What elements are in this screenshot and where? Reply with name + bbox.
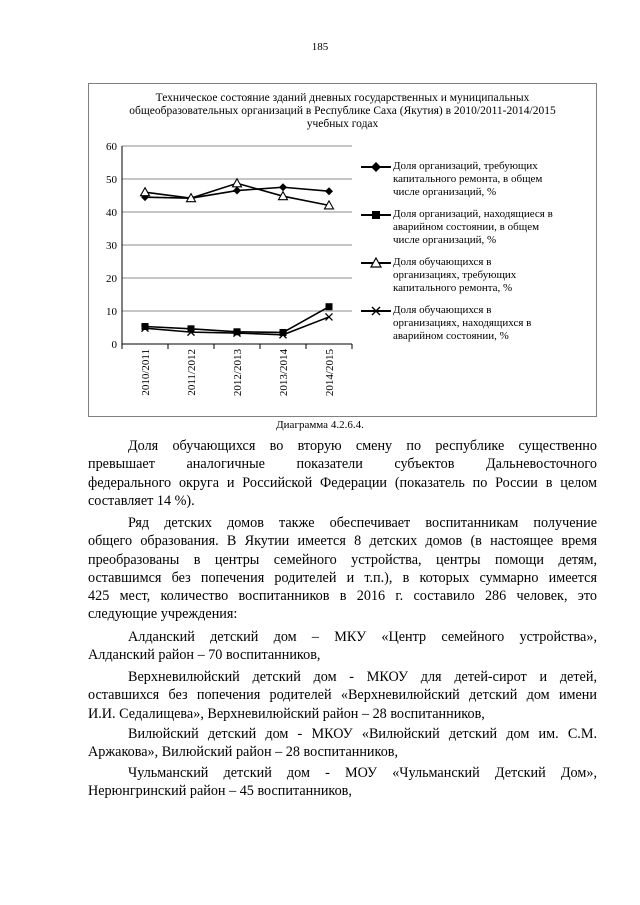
legend-label-line: капитального ремонта, % <box>393 282 513 294</box>
legend-label-line: Доля организаций, находящиеся в <box>393 208 553 220</box>
text-line: составляет 14 %). <box>88 492 195 509</box>
data-point-square <box>234 328 241 335</box>
data-point-x <box>326 313 333 320</box>
legend-label-line: организациях, находящихся в <box>393 317 532 329</box>
x-tick-label: 2011/2012 <box>186 349 198 396</box>
legend-item-emergency-orgs <box>361 208 589 247</box>
x-tick-label: 2010/2011 <box>140 349 152 396</box>
legend-item-emergency-students <box>361 304 589 343</box>
y-tick-label: 50 <box>106 174 117 186</box>
list-item-verkhnevilyuysk <box>88 668 597 723</box>
x-tick-label: 2014/2015 <box>324 349 336 397</box>
paragraph-orphanages <box>88 514 597 624</box>
text-line: 425 мест, количество воспитанников в 2016 г. составило 286 человек, это <box>88 588 597 605</box>
page-number: 185 <box>311 41 329 53</box>
x-tick-label: 2013/2014 <box>278 349 290 397</box>
diamond-marker-icon <box>361 161 391 173</box>
data-point-triangle <box>233 179 242 187</box>
y-tick-label: 60 <box>106 141 117 153</box>
legend-label-line: капитального ремонта, в общем <box>393 173 543 185</box>
text-line: Алданский район – 70 воспитанников, <box>88 647 321 664</box>
data-point-square <box>326 303 333 310</box>
list-item-chulman <box>88 764 597 801</box>
chart-frame <box>88 83 597 417</box>
y-tick-label: 30 <box>106 240 117 252</box>
data-point-diamond <box>279 183 287 191</box>
chart-caption: Диаграмма 4.2.6.4. <box>276 419 364 431</box>
x-marker-icon <box>361 305 391 317</box>
legend-label-line: числе организаций, % <box>393 186 497 198</box>
legend-label-line: Доля обучающихся в <box>393 304 492 316</box>
chart-title-line: общеобразовательных организаций в Республике Саха (Якутия) в 2010/2011-2014/2015 <box>129 105 556 117</box>
text-line: оставшихся без попечения родителей «Верхневилюйский детский дом имени <box>88 687 597 704</box>
data-point-diamond <box>325 187 333 195</box>
chart-legend <box>361 160 589 352</box>
text-line: федерального округа и Российской Федерации (показатель по России в целом <box>88 474 597 491</box>
chart-title-line: учебных годах <box>306 118 379 130</box>
y-tick-label: 40 <box>106 207 117 219</box>
legend-label-line: организациях, требующих <box>393 269 517 281</box>
triangle-marker-icon <box>361 257 391 269</box>
text-line: Чульманский детский дом - МОУ «Чульманский Детский Дом», <box>128 765 597 781</box>
y-tick-label: 20 <box>106 273 117 285</box>
chart-title-line: Техническое состояние зданий дневных государственных и муниципальных <box>155 92 530 104</box>
text-line: Алданский детский дом – МКУ «Центр семейного устройства», <box>128 629 597 645</box>
text-line: преобразованы в центры семейного устройства, центры помощи детям, <box>88 551 597 568</box>
text-line: общего образования. В Якутии имеется 8 детских домов (в настоящее время <box>88 533 597 550</box>
text-line: Нерюнгринский район – 45 воспитанников, <box>88 783 352 800</box>
legend-label-line: аварийном состоянии, в общем <box>393 221 540 233</box>
data-point-triangle <box>141 188 150 196</box>
legend-item-capital-repair-students <box>361 256 589 295</box>
legend-label-line: числе организаций, % <box>393 234 497 246</box>
list-item-aldan <box>88 628 597 665</box>
text-line: Доля обучающихся во вторую смену по республике существенно <box>128 438 597 454</box>
list-item-vilyuysk <box>88 725 597 762</box>
text-line: превышает аналогичные показатели субъектов Дальневосточного <box>88 456 597 473</box>
text-line: следующие учреждения: <box>88 606 238 623</box>
y-tick-label: 0 <box>111 339 117 351</box>
text-line: Ряд детских домов также обеспечивает воспитанникам получение <box>128 515 597 531</box>
paragraph-second-shift <box>88 437 597 510</box>
text-line: Аржакова», Вилюйский район – 28 воспитанников, <box>88 744 399 761</box>
legend-label-line: аварийном состоянии, % <box>393 330 509 342</box>
text-line: Верхневилюйский детский дом - МКОУ для детей-сирот и детей, <box>128 669 597 685</box>
y-tick-label: 10 <box>106 306 117 318</box>
legend-item-capital-repair-orgs <box>361 160 589 199</box>
legend-label-line: Доля организаций, требующих <box>393 160 538 172</box>
square-marker-icon <box>361 209 391 221</box>
text-line: оставшимся без попечения родителей и т.п.), в которых суммарно имеется <box>88 569 597 586</box>
data-point-diamond <box>233 187 241 195</box>
x-tick-label: 2012/2013 <box>232 349 244 397</box>
text-line: Вилюйский детский дом - МКОУ «Вилюйский детский дом им. С.М. <box>128 726 597 742</box>
legend-label-line: Доля обучающихся в <box>393 256 492 268</box>
text-line: И.И. Седалищева», Верхневилюйский район – 28 воспитанников, <box>88 705 485 722</box>
